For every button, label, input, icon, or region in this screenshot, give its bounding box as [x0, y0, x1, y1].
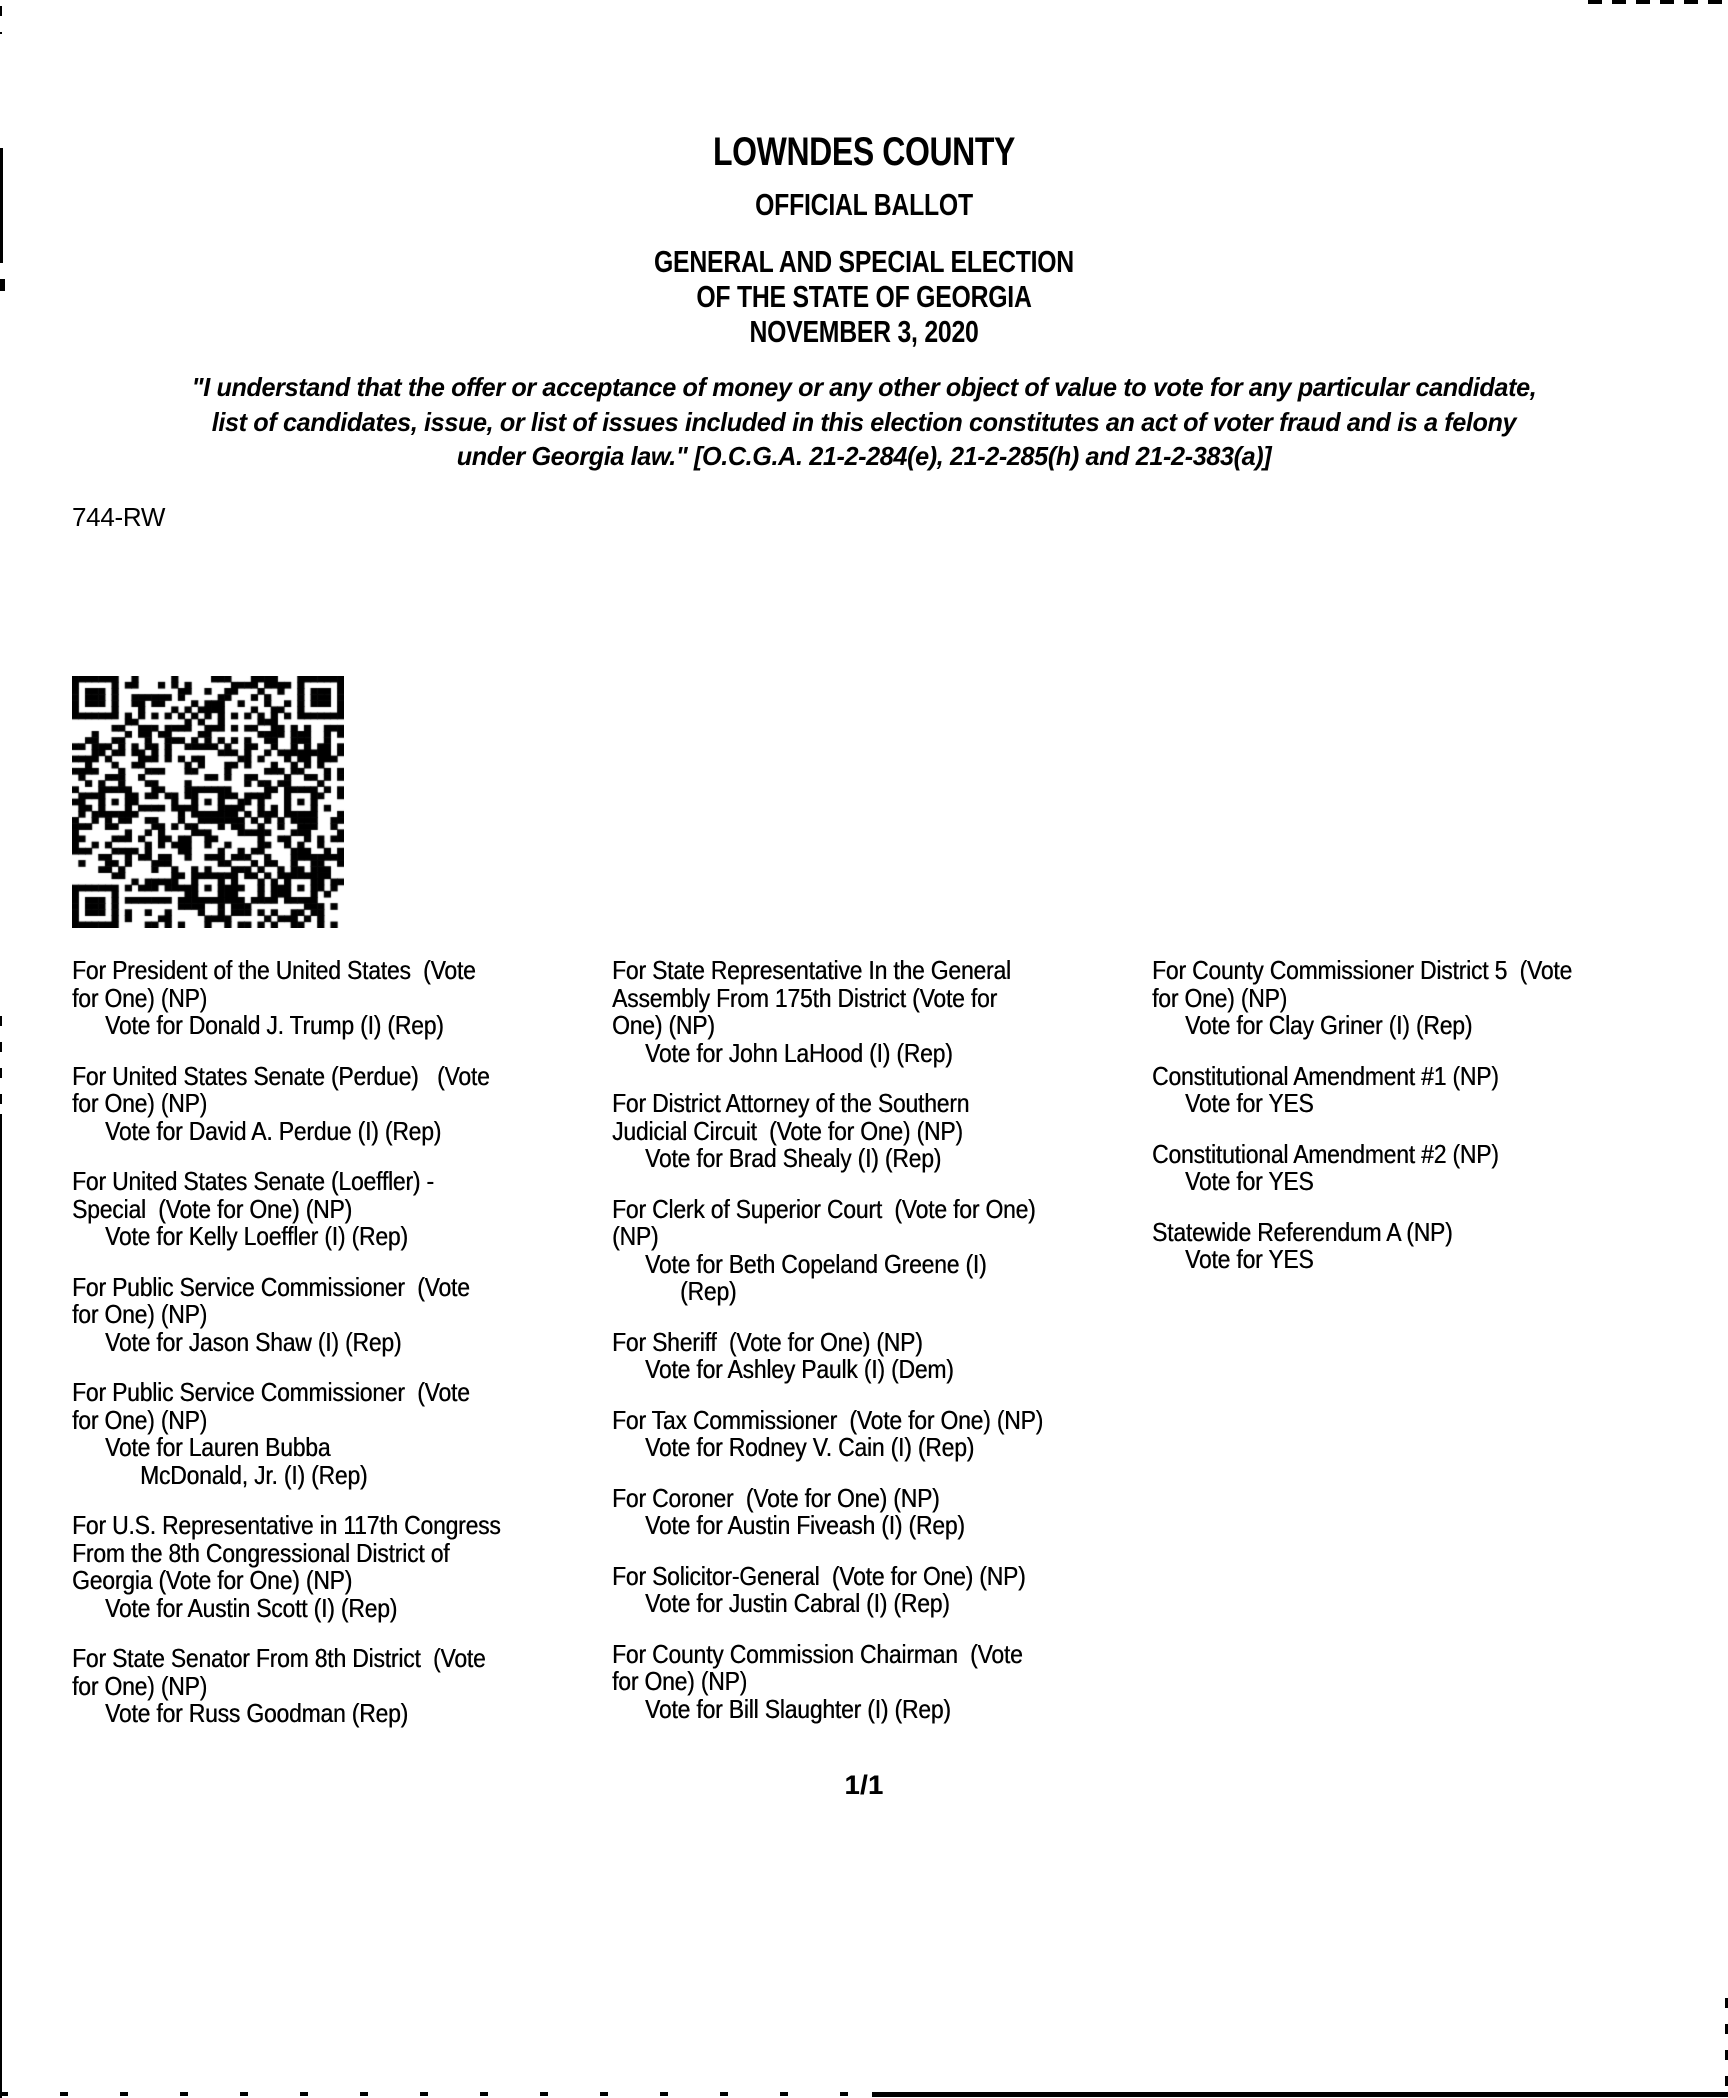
election-title-line2: OF THE STATE OF GEORGIA: [696, 279, 1032, 314]
vote-selection-line: Vote for Austin Fiveash (I) (Rep): [645, 1510, 965, 1540]
contest-title-line: for One) (NP): [72, 982, 208, 1013]
disclaimer-line3: under Georgia law." [O.C.G.A. 21-2-284(e), 21-2-285(h) and 21-2-383(a)]: [456, 441, 1272, 471]
ballot-column-1: [72, 957, 612, 1751]
election-title: [0, 244, 1728, 349]
county-title: LOWNDES COUNTY: [713, 130, 1015, 174]
ballot-item: [72, 1645, 612, 1728]
vote-selection-line: Vote for John LaHood (I) (Rep): [645, 1037, 953, 1068]
scan-artifact-top-right: [1588, 0, 1728, 4]
scan-artifact-bottom-line: [872, 2092, 1728, 2097]
ballot-item: [612, 1638, 1152, 1724]
ballot-item: [1152, 1216, 1728, 1274]
ballot-item: [612, 1193, 1152, 1306]
voter-fraud-disclaimer: [0, 370, 1728, 474]
election-title-line1: GENERAL AND SPECIAL ELECTION: [654, 244, 1074, 279]
contest-title-line: For U.S. Representative in 117th Congress: [72, 1510, 501, 1540]
contest-title-line: For United States Senate (Loeffler) -: [72, 1166, 434, 1196]
contest-title-line: for One) (NP): [72, 1404, 208, 1435]
vote-selection-line: Vote for YES: [1185, 1244, 1314, 1274]
ballot-type-title: OFFICIAL BALLOT: [755, 187, 973, 222]
vote-selection-line: Vote for Ashley Paulk (I) (Dem): [645, 1354, 954, 1384]
scan-artifact-left-line-2: [0, 1114, 2, 2098]
ballot-item: [72, 1168, 612, 1251]
vote-selection-line: Vote for Bill Slaughter (I) (Rep): [645, 1693, 951, 1724]
contest-title-line: For District Attorney of the Southern: [612, 1088, 970, 1118]
contest-title-line: for One) (NP): [72, 1299, 208, 1329]
ballot-item: [72, 1512, 612, 1622]
vote-selection-line: Vote for Clay Griner (I) (Rep): [1185, 1010, 1473, 1040]
ballot-item: [72, 1271, 612, 1357]
vote-selection-line: McDonald, Jr. (I) (Rep): [140, 1459, 368, 1490]
contest-title-line: for One) (NP): [1152, 982, 1288, 1013]
contest-title-line: Special (Vote for One) (NP): [72, 1193, 352, 1224]
ballot-column-2: [612, 957, 1152, 1746]
ballot-item: [612, 957, 1152, 1067]
contest-title-line: for One) (NP): [72, 1088, 208, 1118]
precinct-code: 744-RW: [72, 502, 166, 532]
contest-title-line: For Clerk of Superior Court (Vote for One): [612, 1193, 1036, 1224]
ballot-item: [612, 1560, 1152, 1618]
ballot-item: [612, 1326, 1152, 1384]
scan-artifact-left-mid-dashes: [0, 1016, 2, 1108]
contest-title-line: Assembly From 175th District (Vote for: [612, 982, 997, 1013]
ballot-item: [612, 1482, 1152, 1540]
ballot-item: [1152, 1060, 1728, 1118]
scan-artifact-bottom-dashes: [0, 2092, 872, 2096]
contest-title-line: For Public Service Commissioner (Vote: [72, 1377, 470, 1407]
contest-title-line: for One) (NP): [72, 1670, 208, 1701]
contest-title-line: For Public Service Commissioner (Vote: [72, 1271, 470, 1302]
vote-selection-line: Vote for YES: [1185, 1166, 1314, 1196]
contest-title-line: Constitutional Amendment #2 (NP): [1152, 1138, 1499, 1169]
election-date: NOVEMBER 3, 2020: [749, 314, 979, 349]
contest-title-line: For County Commissioner District 5 (Vote: [1152, 955, 1573, 985]
contest-title-line: For Solicitor-General (Vote for One) (NP): [612, 1560, 1026, 1591]
vote-selection-line: Vote for Austin Scott (I) (Rep): [105, 1592, 398, 1623]
ballot-header: [0, 130, 1728, 349]
vote-selection-line: Vote for Justin Cabral (I) (Rep): [645, 1588, 950, 1618]
contest-title-line: For President of the United States (Vote: [72, 955, 476, 985]
ballot-column-3: [1152, 957, 1728, 1297]
ballot-item: [612, 1090, 1152, 1173]
vote-selection-line: Vote for Kelly Loeffler (I) (Rep): [105, 1221, 408, 1251]
vote-selection-line: (Rep): [680, 1276, 737, 1306]
contest-title-line: For Sheriff (Vote for One) (NP): [612, 1326, 923, 1357]
ballot-item: [1152, 1138, 1728, 1196]
disclaimer-line1: "I understand that the offer or acceptance of money or any other object of value to vote for any particular candidate,: [191, 372, 1537, 402]
vote-selection-line: Vote for Russ Goodman (Rep): [105, 1698, 409, 1728]
vote-selection-line: Vote for Jason Shaw (I) (Rep): [105, 1326, 402, 1357]
vote-selection-line: Vote for Rodney V. Cain (I) (Rep): [645, 1432, 975, 1462]
ballot-item: [1152, 957, 1728, 1040]
scan-artifact-left-top-dashes: [0, 6, 2, 34]
ballot-item: [72, 957, 612, 1040]
contest-title-line: For Coroner (Vote for One) (NP): [612, 1482, 940, 1513]
contest-title-line: From the 8th Congressional District of: [72, 1537, 450, 1568]
contest-title-line: Constitutional Amendment #1 (NP): [1152, 1060, 1499, 1091]
contest-title-line: For County Commission Chairman (Vote: [612, 1638, 1023, 1669]
vote-selection-line: Vote for YES: [1185, 1088, 1314, 1118]
contest-title-line: Statewide Referendum A (NP): [1152, 1216, 1453, 1247]
contest-title-line: One) (NP): [612, 1010, 715, 1040]
qr-code: [72, 676, 344, 928]
contest-title-line: For State Representative In the General: [612, 955, 1011, 985]
disclaimer-line2: list of candidates, issue, or list of issues included in this election constitutes an act of voter fraud and is a felony: [211, 406, 1517, 437]
ballot-item: [612, 1404, 1152, 1462]
ballot-item: [72, 1060, 612, 1146]
contest-title-line: for One) (NP): [612, 1666, 748, 1696]
contest-title-line: (NP): [612, 1221, 659, 1251]
contest-title-line: For State Senator From 8th District (Vote: [72, 1643, 486, 1673]
contest-title-line: For Tax Commissioner (Vote for One) (NP): [612, 1404, 1044, 1435]
vote-selection-line: Vote for Beth Copeland Greene (I): [645, 1248, 987, 1279]
vote-selection-line: Vote for David A. Perdue (I) (Rep): [105, 1115, 442, 1146]
vote-selection-line: Vote for Donald J. Trump (I) (Rep): [105, 1010, 444, 1040]
contest-title-line: Georgia (Vote for One) (NP): [72, 1565, 353, 1595]
ballot-item: [72, 1379, 612, 1489]
contest-title-line: Judicial Circuit (Vote for One) (NP): [612, 1115, 963, 1146]
page-number: 1/1: [844, 1770, 884, 1800]
contest-title-line: For United States Senate (Perdue) (Vote: [72, 1060, 490, 1091]
vote-selection-line: Vote for Lauren Bubba: [105, 1432, 331, 1462]
vote-selection-line: Vote for Brad Shealy (I) (Rep): [645, 1143, 942, 1173]
